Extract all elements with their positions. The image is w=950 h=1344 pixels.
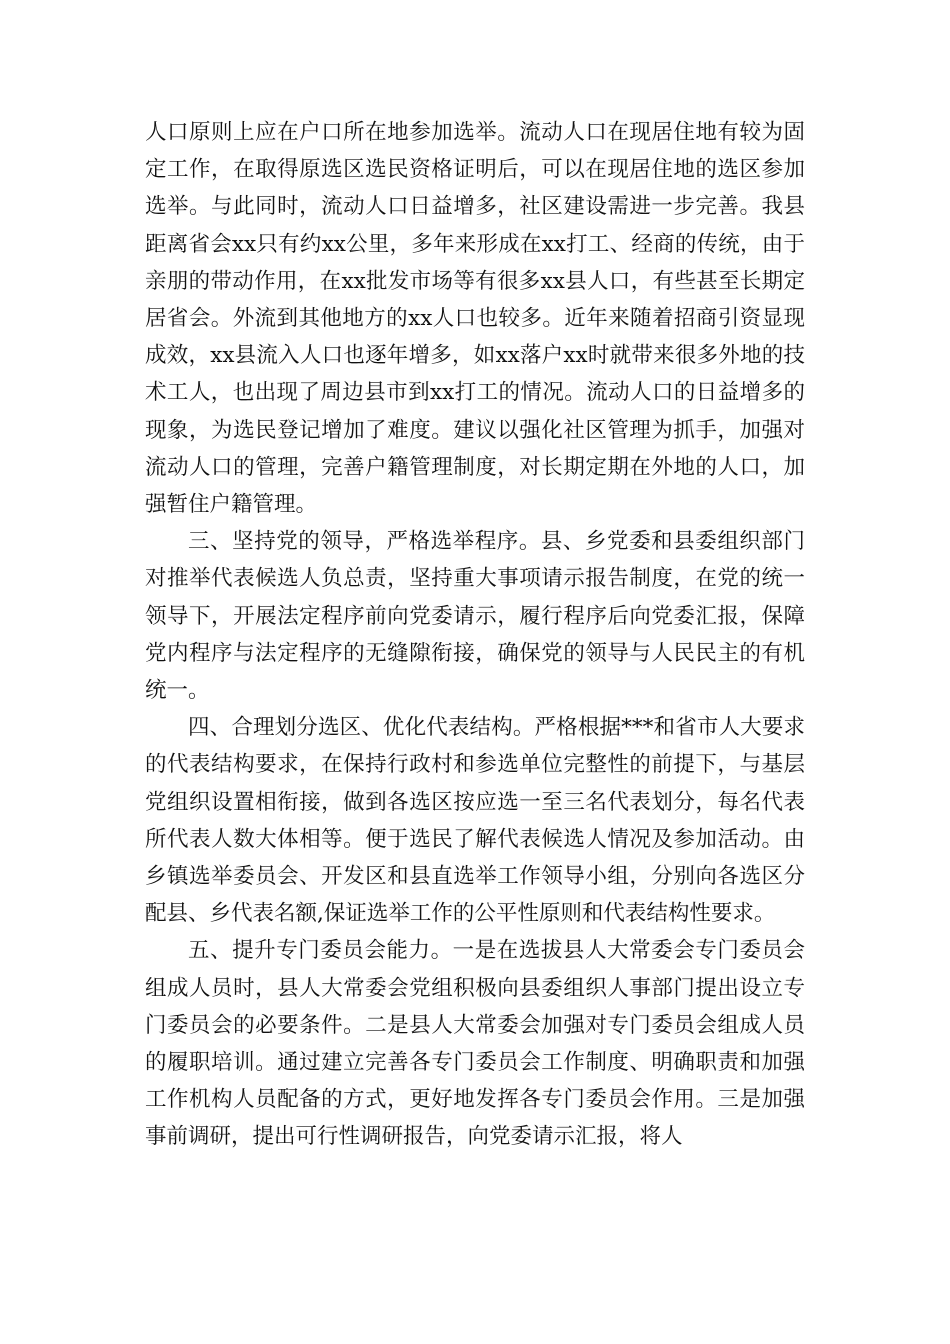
body-text <box>145 114 805 1156</box>
paragraph-3: 四、合理划分选区、优化代表结构。严格根据***和省市人大要求的代表结构要求，在保持行政村和参选单位完整性的前提下，与基层党组织设置相衔接，做到各选区按应选一至三名代表划分，每名代表所代表人数大体相等。便于选民了解代表候选人情况及参加活动。由乡镇选举委员会、开发区和县直选举工作领导小组，分别向各选区分配县、乡代表名额,保证选举工作的公平性原则和代表结构性要求。 <box>145 715 805 927</box>
paragraph-1: 人口原则上应在户口所在地参加选举。流动人口在现居住地有较为固定工作，在取得原选区选民资格证明后，可以在现居住地的选区参加选举。与此同时，流动人口日益增多，社区建设需进一步完善。我县距离省会xx只有约xx公里，多年来形成在xx打工、经商的传统，由于亲朋的带动作用，在xx批发市场等有很多xx县人口，有些甚至长期定居省会。外流到其他地方的xx人口也较多。近年来随着招商引资显现成效，xx县流入人口也逐年增多，如xx落户xx时就带来很多外地的技术工人，也出现了周边县市到xx打工的情况。流动人口的日益增多的现象，为选民登记增加了难度。建议以强化社区管理为抓手，加强对流动人口的管理，完善户籍管理制度，对长期定期在外地的人口，加强暂住户籍管理。 <box>145 120 805 518</box>
paragraph-2: 三、坚持党的领导，严格选举程序。县、乡党委和县委组织部门对推举代表候选人负总责，坚持重大事项请示报告制度，在党的统一领导下，开展法定程序前向党委请示，履行程序后向党委汇报，保障党内程序与法定程序的无缝隙衔接，确保党的领导与人民民主的有机统一。 <box>145 529 805 704</box>
paragraph-4: 五、提升专门委员会能力。一是在选拔县人大常委会专门委员会组成人员时，县人大常委会党组积极向县委组织人事部门提出设立专门委员会的必要条件。二是县人大常委会加强对专门委员会组成人员的履职培训。通过建立完善各专门委员会工作制度、明确职责和加强工作机构人员配备的方式，更好地发挥各专门委员会作用。三是加强事前调研，提出可行性调研报告，向党委请示汇报，将人 <box>145 938 805 1150</box>
